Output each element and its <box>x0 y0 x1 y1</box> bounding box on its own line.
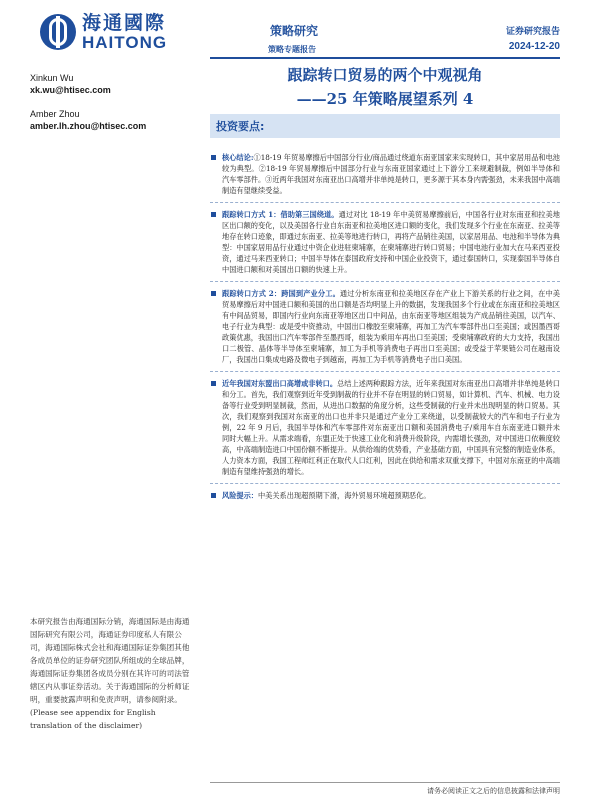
key-point-lead: 跟踪转口方式 1：借助第三国绕道。 <box>222 210 339 219</box>
dashed-divider <box>210 202 560 203</box>
author-block <box>30 72 111 96</box>
report-title: 跟踪转口贸易的两个中观视角 <box>287 66 483 84</box>
report-subcategory: 策略专题报告 <box>268 45 316 54</box>
key-point <box>210 152 560 196</box>
disclaimer: 本研究报告由海通国际分销，海通国际是由海通国际研究有限公司，海通证券印度私人有限公司，海通国际株式会社和海通国际证券集团其他各成员单位的证券研究团队所组成的全球品牌，海通国际证券集团各成员分别在其许可的司法管辖区内从事证券活动。关于海通国际的分析师证明，重要披露声明和免责声明，请参阅附录。(Please see appendix for English translation of the disclaimer) <box>30 617 190 730</box>
author-block <box>30 108 146 132</box>
square-bullet-icon <box>211 291 216 296</box>
author-email[interactable]: xk.wu@htisec.com <box>30 85 111 95</box>
author-name: Amber Zhou <box>30 109 80 119</box>
key-point <box>210 378 560 477</box>
logo-en-text: HAITONG <box>82 33 168 52</box>
key-points <box>210 152 560 501</box>
header-divider <box>210 57 560 59</box>
key-point-text: 中美关系出现超预期下滑，海外贸易环境超预期恶化。 <box>257 491 431 500</box>
section-heading-bar <box>210 114 560 138</box>
square-bullet-icon <box>211 212 216 217</box>
author-name: Xinkun Wu <box>30 73 74 83</box>
author-email[interactable]: amber.lh.zhou@htisec.com <box>30 121 147 131</box>
report-type: 证券研究报告 <box>505 27 560 37</box>
square-bullet-icon <box>211 493 216 498</box>
footer-divider <box>210 782 560 783</box>
square-bullet-icon <box>211 381 216 386</box>
footer-notice: 请务必阅读正文之后的信息披露和法律声明 <box>427 787 560 795</box>
dashed-divider <box>210 483 560 484</box>
key-point-lead: 核心结论: <box>222 153 254 162</box>
key-point-text: 通过对比 18-19 年中美贸易摩擦前后，中国各行业对东南亚和拉美地区出口额的变化，以及美国各行业自东南亚和拉美地区进口额的变化，我们发现多个行业在东南亚、拉美等地存在转口迹象，即通过东南亚、拉美等地进行转口，再将产品销往美国，以家居用品、电池和半导体为典型：中国家居用品行业通过中资企业进驻柬埔寨，在柬埔寨进行转口贸易；中国电池行业加大在马来西亚投资，通过马来西亚转口；中国半导体在泰国政府支持和中国企业投资下，通过泰国转口，实现泰国半导体自中国进口额和对美国出口额的快速上升。 <box>222 210 560 274</box>
key-point-text: ①18-19 年贸易摩擦后中国部分行业/商品通过绕道东南亚国家来实现转口，其中家居用品和电池较为典型。②18-19 年贸易摩擦后中国部分行业与东南亚国家通过上下游分工来规避制裁，例如半导体和汽车零部件。③近两年我国对东南亚出口高增并非单纯是转口，更多源于其本身内需强劲，未来我国中高端制造有望继续受益。 <box>222 153 560 195</box>
haitong-logo <box>40 10 190 54</box>
dashed-divider <box>210 371 560 372</box>
square-bullet-icon <box>211 155 216 160</box>
key-point-lead: 风险提示： <box>222 491 258 500</box>
report-subtitle: ——25 年策略展望系列 4 <box>296 90 474 108</box>
report-category: 策略研究 <box>270 24 319 38</box>
key-point-lead: 近年我国对东盟出口高增或非转口。 <box>222 379 338 388</box>
haitong-logo-icon <box>40 14 76 50</box>
report-date: 2024-12-20 <box>508 41 560 52</box>
key-point-text: 总结上述两种跟踪方法，近年来我国对东南亚出口高增并非单纯是转口和分工。首先，我们观察到近年受到制裁的行业并不存在明显的转口贸易，如计算机、汽车、机械、电力设备等行业受到明显制裁，然而，从进出口数据的角度分析，这些受制裁的行业并未出现明显的转口贸易。其次，我们观察到我国对东南亚的出口也并非只是通过产业分工来绕道，以受制裁较大的汽车和电子行业为例，22 年 9 月后，我国半导体和汽车零部件对东南亚出口额和美国消费电子/乘用车自东南亚进口额并未同时大幅上升。从需求端看，东盟正处于快速工业化和消费升级阶段，内需增长强劲，对中国进口依赖度较高，中高端制造进口中国份额不断提升。从供给端的优势看，产业基础方面，中国具有完整的制造业体系，人力资本方面，我国工程师红利正在取代人口红利，因此在供给和需求双重支撑下，中国对东南亚的中高端制造有望维持强劲的增长。 <box>222 379 560 476</box>
key-point <box>210 490 560 501</box>
key-point <box>210 209 560 275</box>
section-heading: 投资要点: <box>216 120 265 133</box>
key-point-lead: 跟踪转口方式 2：跨国到产业分工。 <box>222 289 340 298</box>
logo-cn-text: 海通國際 <box>82 12 167 34</box>
key-point-text: 通过分析东南亚和拉美地区存在产业上下游关系的行业之间，在中美贸易摩擦后对中国进口额和美国的出口额是否均明显上升的数据，发现我国多个行业或在东南亚和拉美地区有中间品贸易，即国内行业向东南亚等地区出口中间品，由东南亚等地区组装为产成品销往美国，以汽车、电子行业为典型：或是受中资推动，中国出口橡胶至柬埔寨，再加工为汽车零部件出口至美国；或因墨西哥政策优惠，我国出口汽车零部件至墨西哥，组装为乘用车再出口至美国；受柬埔寨政府的大力支持，我国出口二极管、晶体等半导体至柬埔寨，加工为手机等消费电子再出口至美国；或受益于苹果链公司在越南设厂，我国出口集成电路及微电子到越南，再加工为手机等消费电子出口美国。 <box>222 289 560 364</box>
dashed-divider <box>210 281 560 282</box>
key-point <box>210 288 560 365</box>
